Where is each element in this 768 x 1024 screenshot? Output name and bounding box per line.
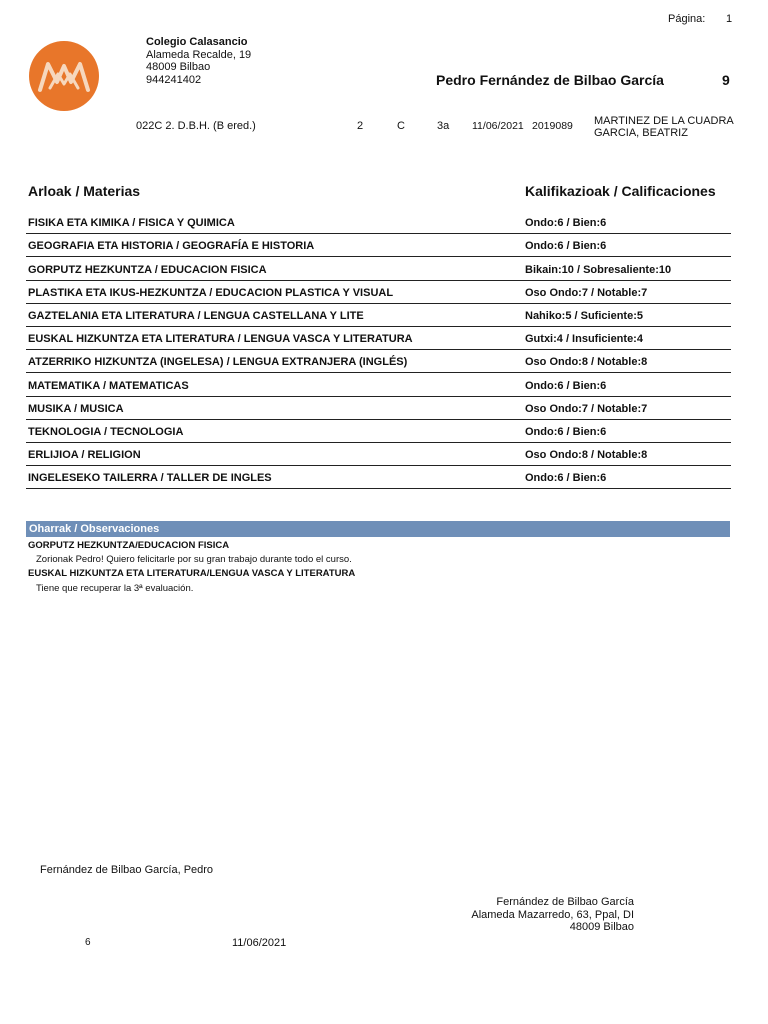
student-number: 9 xyxy=(722,72,730,88)
grade-value: Oso Ondo:7 / Notable:7 xyxy=(525,402,648,415)
grade-value: Nahiko:5 / Suficiente:5 xyxy=(525,309,643,322)
school-city: 48009 Bilbao xyxy=(146,61,211,73)
table-row xyxy=(26,350,731,373)
course-group: C xyxy=(397,120,405,132)
table-row xyxy=(26,257,731,280)
tutor-line-2: GARCIA, BEATRIZ xyxy=(594,127,688,139)
course-date: 11/06/2021 xyxy=(472,120,524,132)
table-row xyxy=(26,420,731,443)
table-row xyxy=(26,234,731,257)
course-code: 022C 2. D.B.H. (B ered.) xyxy=(136,120,256,132)
grade-value: Oso Ondo:8 / Notable:8 xyxy=(525,449,648,462)
subject-name: FISIKA ETA KIMIKA / FISICA Y QUIMICA xyxy=(28,217,235,230)
subject-name: GEOGRAFIA ETA HISTORIA / GEOGRAFÍA E HISTORIA xyxy=(28,240,315,253)
table-row xyxy=(26,327,731,350)
recipient-street: Alameda Mazarredo, 63, Ppal, DI xyxy=(471,908,634,921)
observation-note: Zorionak Pedro! Quiero felicitarle por su gran trabajo durante todo el curso. xyxy=(36,554,352,565)
observation-subject: GORPUTZ HEZKUNTZA/EDUCACION FISICA xyxy=(28,540,230,551)
school-phone: 944241402 xyxy=(146,73,202,86)
page-number: 1 xyxy=(726,13,733,25)
grade-value: Bikain:10 / Sobresaliente:10 xyxy=(525,263,672,276)
course-level: 2 xyxy=(357,120,364,132)
school-logo-icon xyxy=(28,40,100,112)
observation-note: Tiene que recuperar la 3ª evaluación. xyxy=(36,583,194,594)
subject-name: MATEMATIKA / MATEMATICAS xyxy=(28,379,189,392)
grade-value: Ondo:6 / Bien:6 xyxy=(525,379,607,392)
table-row xyxy=(26,304,731,327)
recipient-name: Fernández de Bilbao García xyxy=(496,896,634,908)
table-row xyxy=(26,281,731,304)
table-row xyxy=(26,397,731,420)
grade-value: Oso Ondo:7 / Notable:7 xyxy=(525,286,648,299)
subject-name: INGELESEKO TAILERRA / TALLER DE INGLES xyxy=(28,472,272,485)
subject-name: PLASTIKA ETA IKUS-HEZKUNTZA / EDUCACION PLASTICA Y VISUAL xyxy=(28,286,394,299)
subject-name: MUSIKA / MUSICA xyxy=(28,402,124,415)
recipient-address xyxy=(471,896,634,934)
subject-name: GORPUTZ HEZKUNTZA / EDUCACION FISICA xyxy=(28,263,267,276)
grade-value: Ondo:6 / Bien:6 xyxy=(525,240,607,253)
subject-name: GAZTELANIA ETA LITERATURA / LENGUA CASTELLANA Y LITE xyxy=(28,309,364,322)
observation-subject: EUSKAL HIZKUNTZA ETA LITERATURA/LENGUA VASCA Y LITERATURA xyxy=(28,568,356,579)
recipient-city: 48009 Bilbao xyxy=(569,921,634,933)
subject-name: ERLIJIOA / RELIGION xyxy=(28,449,141,462)
grade-value: Gutxi:4 / Insuficiente:4 xyxy=(525,333,643,346)
grades-header: Kalifikazioak / Calificaciones xyxy=(525,183,716,199)
course-term: 3a xyxy=(437,120,450,132)
course-id: 2019089 xyxy=(532,120,573,132)
grade-value: Ondo:6 / Bien:6 xyxy=(525,217,607,230)
tutor-line-1: MARTINEZ DE LA CUADRA xyxy=(594,115,734,127)
school-info xyxy=(146,36,251,86)
table-row xyxy=(26,466,731,489)
grade-value: Ondo:6 / Bien:6 xyxy=(525,472,607,485)
school-street: Alameda Recalde, 19 xyxy=(146,48,252,61)
subject-name: TEKNOLOGIA / TECNOLOGIA xyxy=(28,425,184,438)
subject-name: ATZERRIKO HIZKUNTZA (INGELESA) / LENGUA EXTRANJERA (INGLÉS) xyxy=(28,356,408,369)
table-row xyxy=(26,211,731,234)
table-row xyxy=(26,373,731,396)
grade-value: Oso Ondo:8 / Notable:8 xyxy=(525,356,648,369)
page-label: Página: xyxy=(668,13,706,25)
subject-name: EUSKAL HIZKUNTZA ETA LITERATURA / LENGUA VASCA Y LITERATURA xyxy=(28,333,413,346)
observations-header: Oharrak / Observaciones xyxy=(26,521,730,537)
footer-code: 6 xyxy=(85,937,91,948)
grades-table xyxy=(26,211,731,489)
table-row xyxy=(26,443,731,466)
student-name: Pedro Fernández de Bilbao García xyxy=(436,72,664,88)
school-name: Colegio Calasancio xyxy=(146,36,248,48)
footer-date: 11/06/2021 xyxy=(232,937,287,949)
tutor-name xyxy=(594,115,734,139)
grade-value: Ondo:6 / Bien:6 xyxy=(525,425,607,438)
subjects-header: Arloak / Materias xyxy=(28,183,141,199)
footer-student-name: Fernández de Bilbao García, Pedro xyxy=(40,864,214,876)
